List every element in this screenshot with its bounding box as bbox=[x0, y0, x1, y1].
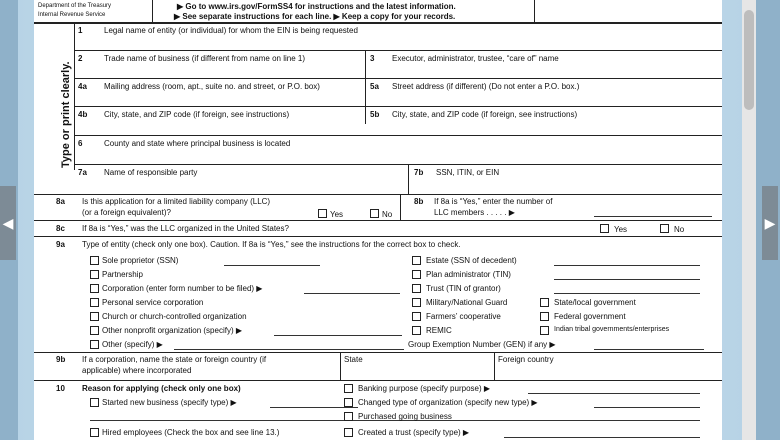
entity-option: Partnership bbox=[102, 270, 143, 279]
decedent-ssn-field[interactable] bbox=[554, 265, 700, 266]
reason-option: Changed type of organization (specify new type) ▶ bbox=[358, 398, 538, 407]
new-business-type-field[interactable] bbox=[270, 407, 358, 408]
next-page-arrow-icon[interactable]: ▶ bbox=[762, 186, 778, 260]
reason-option: Created a trust (specify type) ▶ bbox=[358, 428, 470, 437]
reason-checkbox[interactable] bbox=[344, 428, 353, 437]
form-page bbox=[34, 0, 722, 440]
line-5b-number: 5b bbox=[370, 110, 380, 119]
header-instructions-note: ▶ See separate instructions for each line. ▶ Keep a copy for your records. bbox=[174, 12, 456, 21]
side-divider bbox=[74, 24, 75, 170]
line-8a-label-2: (or a foreign equivalent)? bbox=[82, 208, 171, 217]
state-label: State bbox=[344, 355, 363, 364]
reason-checkbox[interactable] bbox=[90, 428, 99, 437]
entity-option: State/local government bbox=[554, 298, 636, 307]
line-4a-number: 4a bbox=[78, 82, 87, 91]
line-9b-label: If a corporation, name the state or foreign country (if bbox=[82, 355, 267, 364]
scrollbar-thumb[interactable] bbox=[744, 10, 754, 110]
8a-yes-checkbox[interactable] bbox=[318, 209, 327, 218]
entity-checkbox[interactable] bbox=[412, 298, 421, 307]
side-label: Type or print clearly. bbox=[60, 61, 72, 168]
entity-checkbox[interactable] bbox=[540, 298, 549, 307]
entity-checkbox[interactable] bbox=[90, 326, 99, 335]
header-divider-right bbox=[534, 0, 535, 22]
line-8a-number: 8a bbox=[56, 197, 65, 206]
reason-checkbox[interactable] bbox=[344, 398, 353, 407]
line-5b-label: City, state, and ZIP code (if foreign, see instructions) bbox=[392, 110, 578, 119]
line-3-number: 3 bbox=[370, 54, 375, 63]
line-1-number: 1 bbox=[78, 26, 83, 35]
entity-option: Other nonprofit organization (specify) ▶ bbox=[102, 326, 242, 335]
8a-yes-label: Yes bbox=[330, 210, 344, 219]
line-8b-label-2: LLC members . . . . . ▶ bbox=[434, 208, 515, 217]
reason-option: Banking purpose (specify purpose) ▶ bbox=[358, 384, 490, 393]
line-8b-label: If 8a is “Yes,” enter the number of bbox=[434, 197, 553, 206]
entity-checkbox[interactable] bbox=[540, 326, 549, 335]
grantor-tin-field[interactable] bbox=[554, 293, 700, 294]
group-exemption-field[interactable] bbox=[594, 349, 704, 350]
ssn-field[interactable] bbox=[224, 265, 320, 266]
line-5a-label: Street address (if different) (Do not enter a P.O. box.) bbox=[392, 82, 580, 91]
entity-option: Other (specify) ▶ bbox=[102, 340, 163, 349]
header-divider bbox=[152, 0, 153, 22]
form-number-field[interactable] bbox=[304, 293, 400, 294]
reason-option: Started new business (specify type) ▶ bbox=[102, 398, 237, 407]
entity-checkbox[interactable] bbox=[90, 312, 99, 321]
entity-option: Personal service corporation bbox=[102, 298, 204, 307]
header-instructions-link[interactable]: ▶ Go to www.irs.gov/FormSS4 for instructions and the latest information. bbox=[177, 2, 456, 11]
line-1-label: Legal name of entity (or individual) for whom the EIN is being requested bbox=[104, 26, 358, 35]
8c-yes-label: Yes bbox=[614, 225, 628, 234]
line-9a-number: 9a bbox=[56, 240, 65, 249]
line-2-number: 2 bbox=[78, 54, 83, 63]
entity-checkbox[interactable] bbox=[412, 256, 421, 265]
entity-checkbox[interactable] bbox=[90, 284, 99, 293]
new-org-type-field[interactable] bbox=[594, 407, 700, 408]
plan-tin-field[interactable] bbox=[554, 279, 700, 280]
reason-option: Purchased going business bbox=[358, 412, 452, 421]
nonprofit-specify-field[interactable] bbox=[274, 335, 402, 336]
group-exemption-label: Group Exemption Number (GEN) if any ▶ bbox=[408, 340, 556, 349]
entity-option: REMIC bbox=[426, 326, 452, 335]
line-4a-label: Mailing address (room, apt., suite no. and street, or P.O. box) bbox=[104, 82, 320, 91]
line-2-label: Trade name of business (if different from name on line 1) bbox=[104, 54, 305, 63]
irs-label: Internal Revenue Service bbox=[38, 12, 106, 18]
line-4b-number: 4b bbox=[78, 110, 88, 119]
entity-checkbox[interactable] bbox=[412, 312, 421, 321]
entity-option: Military/National Guard bbox=[426, 298, 508, 307]
line-4b-label: City, state, and ZIP code (if foreign, see instructions) bbox=[104, 110, 290, 119]
line-6-number: 6 bbox=[78, 139, 83, 148]
8a-no-checkbox[interactable] bbox=[370, 209, 379, 218]
trust-type-field[interactable] bbox=[504, 437, 700, 438]
line-8b-number: 8b bbox=[414, 197, 424, 206]
entity-checkbox[interactable] bbox=[90, 298, 99, 307]
entity-checkbox[interactable] bbox=[412, 326, 421, 335]
line-9a-label: Type of entity (check only one box). Caution. If 8a is “Yes,” see the instructions for the correct box to check. bbox=[82, 240, 461, 249]
8b-member-count-field[interactable] bbox=[594, 216, 712, 217]
other-specify-field[interactable] bbox=[174, 349, 404, 350]
line-7b-label: SSN, ITIN, or EIN bbox=[436, 168, 500, 177]
line-9b-label-2: applicable) where incorporated bbox=[82, 366, 192, 375]
new-business-type-field-2[interactable] bbox=[90, 420, 358, 421]
entity-option: Corporation (enter form number to be filed) ▶ bbox=[102, 284, 263, 293]
8c-no-label: No bbox=[674, 225, 685, 234]
reason-checkbox[interactable] bbox=[344, 384, 353, 393]
entity-checkbox[interactable] bbox=[90, 340, 99, 349]
entity-checkbox[interactable] bbox=[412, 284, 421, 293]
line-8c-number: 8c bbox=[56, 224, 65, 233]
line-7a-number: 7a bbox=[78, 168, 87, 177]
foreign-country-label: Foreign country bbox=[498, 355, 554, 364]
line-3-label: Executor, administrator, trustee, “care of” name bbox=[392, 54, 559, 63]
entity-checkbox[interactable] bbox=[90, 270, 99, 279]
reason-option: Hired employees (Check the box and see line 13.) bbox=[102, 428, 280, 437]
line-7b-number: 7b bbox=[414, 168, 424, 177]
entity-option: Indian tribal governments/enterprises bbox=[554, 326, 670, 333]
entity-option: Federal government bbox=[554, 312, 626, 321]
8a-no-label: No bbox=[382, 210, 393, 219]
banking-purpose-field[interactable] bbox=[528, 393, 700, 394]
entity-checkbox[interactable] bbox=[540, 312, 549, 321]
entity-option: Plan administrator (TIN) bbox=[426, 270, 511, 279]
8c-yes-checkbox[interactable] bbox=[600, 224, 609, 233]
entity-option: Sole proprietor (SSN) bbox=[102, 256, 179, 265]
entity-option: Estate (SSN of decedent) bbox=[426, 256, 517, 265]
line-9b-number: 9b bbox=[56, 355, 66, 364]
line-5a-number: 5a bbox=[370, 82, 379, 91]
line-6-label: County and state where principal business is located bbox=[104, 139, 291, 148]
header-rule bbox=[34, 22, 722, 24]
entity-option: Farmers’ cooperative bbox=[426, 312, 501, 321]
reason-checkbox[interactable] bbox=[344, 412, 353, 421]
previous-page-arrow-icon[interactable]: ◀ bbox=[0, 186, 16, 260]
line-7a-label: Name of responsible party bbox=[104, 168, 198, 177]
8c-no-checkbox[interactable] bbox=[660, 224, 669, 233]
line-10-number: 10 bbox=[56, 384, 65, 393]
entity-option: Trust (TIN of grantor) bbox=[426, 284, 501, 293]
line-8c-label: If 8a is “Yes,” was the LLC organized in the United States? bbox=[82, 224, 289, 233]
reason-checkbox[interactable] bbox=[90, 398, 99, 407]
entity-checkbox[interactable] bbox=[412, 270, 421, 279]
line-10-label: Reason for applying (check only one box) bbox=[82, 384, 241, 393]
entity-checkbox[interactable] bbox=[90, 256, 99, 265]
entity-option: Church or church-controlled organization bbox=[102, 312, 247, 321]
dept-label: Department of the Treasury bbox=[38, 3, 112, 9]
line-8a-label: Is this application for a limited liability company (LLC) bbox=[82, 197, 271, 206]
